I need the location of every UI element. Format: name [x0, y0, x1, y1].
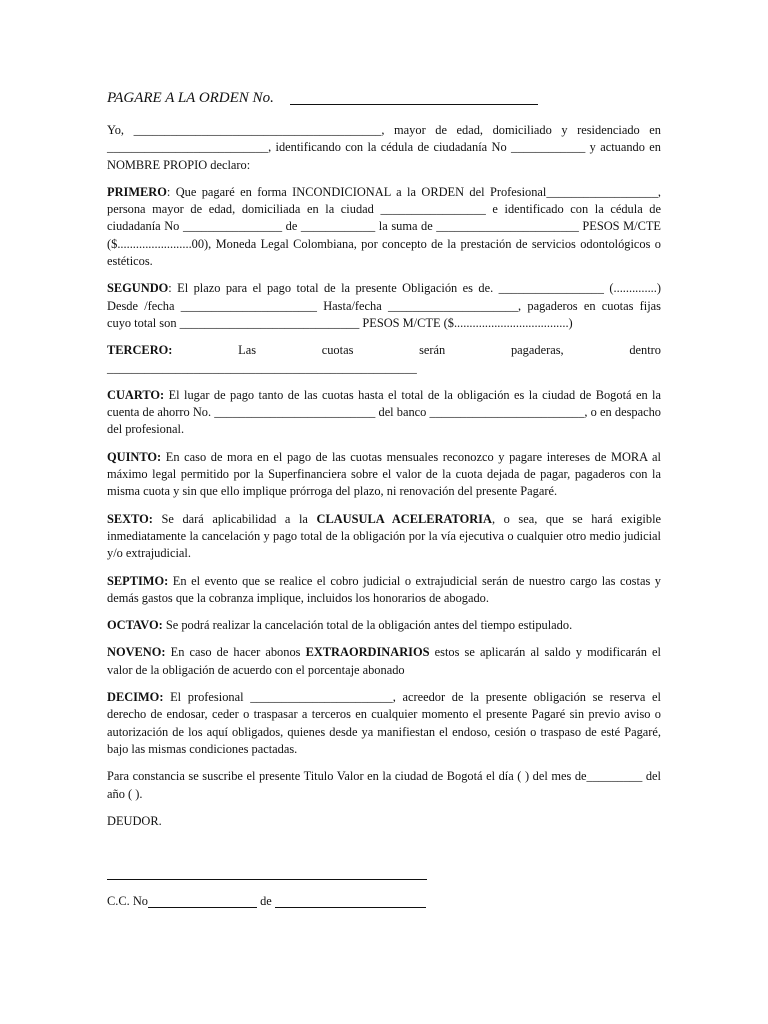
de-label: de: [260, 894, 272, 908]
clause-text: Se dará aplicabilidad a la: [152, 511, 317, 526]
clause-emphasis: EXTRAORDINARIOS: [305, 645, 430, 660]
clause-label: CUARTO:: [107, 387, 165, 402]
clause-label: NOVENO:: [107, 645, 166, 660]
clause-text: , o sea, que se hará exigible inmediatamente la cancelación y pago total de la obligación por la vía ejecutiva o cualquier otro medio judicial y/o extrajudicial.: [107, 511, 662, 561]
clause-text: : El plazo para el pago total de la presente Obligación es de. _________________ (..............) Desde /fecha ______________________ Hasta/fecha _____________________, pagaderos en cuotas fijas cuyo total son _____________________________ PESOS M/CTE ($.....................................): [107, 281, 661, 330]
clause-text: En caso de mora en el pago de las cuotas mensuales reconozco y pagare intereses de MORA al máximo legal permitido por la Superfinanciera sobre el valor de la cuota dejada de pagar, pagaderos con la misma cuota y sin que ello implique prórroga del plazo, ni renovación del presente Pagaré.: [107, 449, 661, 499]
clause-label: SEXTO:: [107, 511, 153, 526]
title-row: [107, 90, 661, 112]
clause-octavo: [107, 617, 661, 634]
tercero-word: cuotas: [321, 343, 354, 358]
clause-text: Se podrá realizar la cancelación total de la obligación antes del tiempo estipulado.: [162, 618, 573, 633]
clause-septimo: [107, 573, 661, 608]
id-row: [107, 893, 426, 910]
clause-noveno: [107, 644, 661, 679]
clause-emphasis: CLAUSULA ACELERATORIA: [316, 511, 492, 526]
tercero-word: Las: [238, 343, 257, 358]
clause-sexto: [107, 511, 661, 563]
clause-cuarto: [107, 387, 661, 439]
clause-label: DECIMO:: [107, 690, 164, 705]
clause-text: El lugar de pago tanto de las cuotas hasta el total de la obligación es la ciudad de Bogotá en la cuenta de ahorro No. __________________________ del banco _________________________, o en despacho del profesional.: [107, 387, 661, 437]
cc-number-blank: [148, 907, 257, 908]
clause-label: OCTAVO:: [107, 618, 163, 633]
pagare-number-blank: [290, 104, 538, 105]
clause-text: En caso de hacer abonos: [165, 645, 306, 660]
signature-line: [107, 879, 427, 880]
clause-text: En el evento que se realice el cobro judicial o extrajudicial serán de nuestro cargo las costas y demás gastos que la cobranza implique, incluidos los honorarios de abogado.: [107, 573, 661, 605]
clause-label: SEGUNDO: [107, 281, 169, 296]
clause-label: PRIMERO: [107, 184, 167, 199]
clause-text: : Que pagaré en forma INCONDICIONAL a la ORDEN del Profesional__________________, persona mayor de edad, domiciliada en la ciudad _________________ e identificado con la cédula de ciudadanía No ________________ de ____________ la suma de _______________________ PESOS M/CTE ($........................00), Moneda Legal Colombiana, por concepto de la prestación de servicios odontológicos o estéticos.: [107, 184, 661, 269]
clause-text: El profesional _______________________, acreedor de la presente obligación se reserva el derecho de endosar, ceder o traspasar a terceros en cualquier momento el presente Pagaré sin previo aviso o autorización de los aquí obligados, quienes desde ya manifiestan el endoso, cesión o traspaso de esté Pagaré, bajo las mismas condiciones pactadas.: [107, 690, 661, 756]
clause-label: QUINTO:: [107, 449, 162, 464]
intro-paragraph: Yo, ________________________________________, mayor de edad, domiciliado y residenciado en __________________________, identificando con la cédula de ciudadanía No ____________ y actuando en NOMBRE PROPIO declaro:: [107, 123, 661, 172]
clause-label: TERCERO:: [107, 343, 173, 358]
tercero-word: pagaderas,: [510, 343, 564, 358]
closing-paragraph: Para constancia se suscribe el presente Titulo Valor en la ciudad de Bogotá el día ( ) del mes de_________ del año ( ).: [107, 769, 661, 801]
clause-label: SEPTIMO:: [107, 573, 169, 588]
tercero-word: serán: [419, 343, 446, 358]
tercero-first-line: [107, 342, 661, 359]
clause-tercero: [107, 342, 661, 377]
cc-label: C.C. No: [107, 894, 148, 908]
cc-city-blank: [275, 907, 426, 908]
tercero-word: dentro: [629, 343, 661, 358]
deudor-label: DEUDOR.: [107, 813, 162, 828]
clause-primero: [107, 184, 661, 270]
tercero-blank-line: __________________________________________________: [107, 360, 417, 375]
clause-quinto: [107, 449, 661, 501]
clause-decimo: [107, 689, 661, 758]
document-title: PAGARE A LA ORDEN No.: [107, 90, 274, 106]
clause-text: estos se aplicarán al saldo y modificarán el valor de la obligación de acuerdo con el porcentaje abonado: [107, 645, 661, 677]
clause-segundo: [107, 280, 661, 332]
pagare-document: [107, 90, 661, 840]
